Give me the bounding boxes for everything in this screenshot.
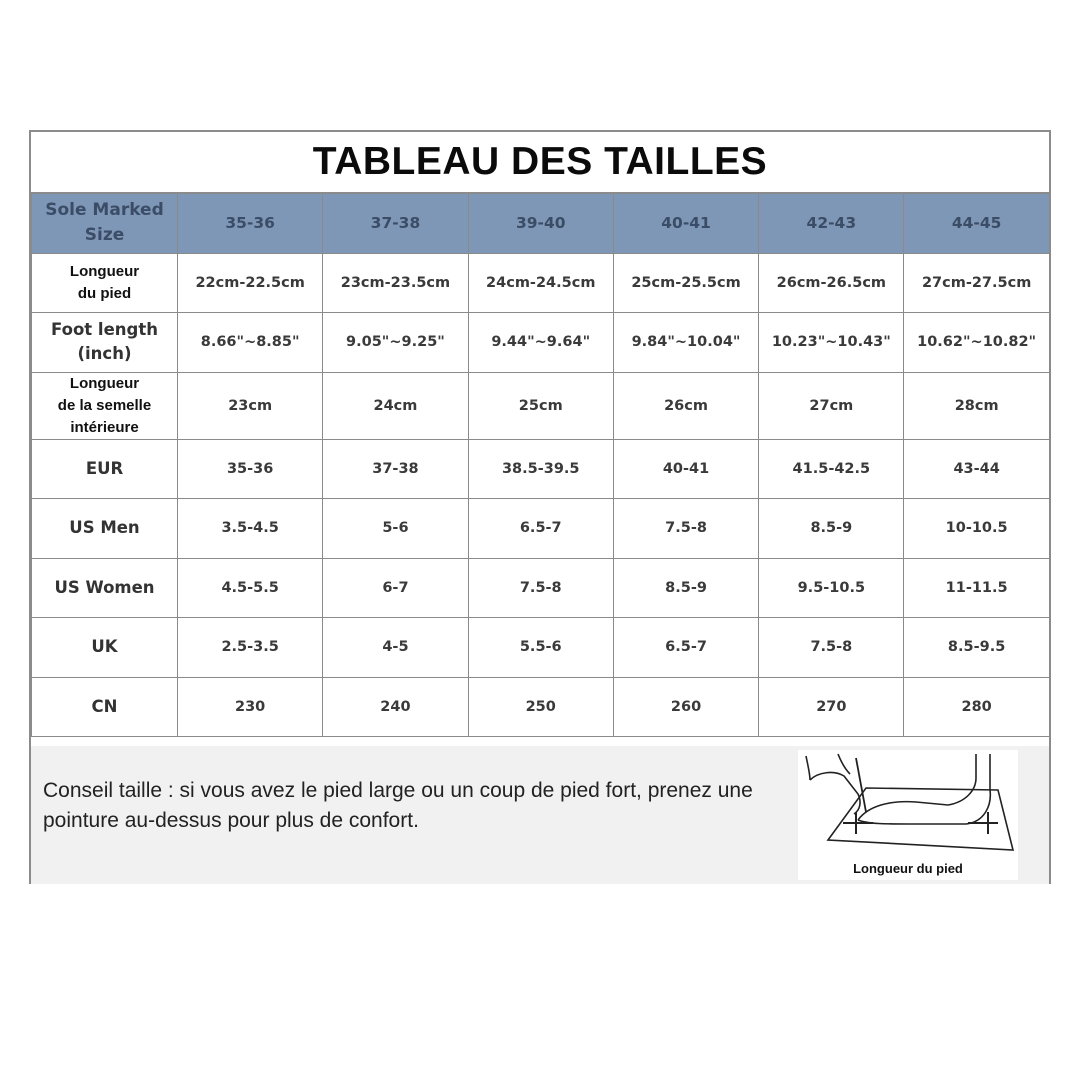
header-label: Sole Marked Size [32,194,178,254]
table-cell: 10.23"~10.43" [759,313,904,373]
table-cell: 23cm [178,372,323,439]
table-cell: 11-11.5 [904,558,1049,618]
table-cell: 9.44"~9.64" [468,313,613,373]
table-cell: 3.5-4.5 [178,499,323,559]
sizing-advice-text: Conseil taille : si vous avez le pied large ou un coup de pied fort, prenez une pointure au-dessus pour plus de confort. [43,779,753,832]
table-cell: 270 [759,677,904,737]
table-cell: 9.84"~10.04" [613,313,758,373]
table-cell: 26cm-26.5cm [759,253,904,313]
table-cell: 23cm-23.5cm [323,253,468,313]
chart-title: TABLEAU DES TAILLES [31,132,1049,194]
header-cell: 44-45 [904,194,1049,254]
table-cell: 9.05"~9.25" [323,313,468,373]
row-label: CN [32,677,178,737]
foot-measure-illustration [798,750,1018,880]
table-cell: 4.5-5.5 [178,558,323,618]
size-table [31,193,1050,737]
table-cell: 28cm [904,372,1049,439]
table-cell: 230 [178,677,323,737]
table-cell: 25cm-25.5cm [613,253,758,313]
header-cell: 42-43 [759,194,904,254]
table-cell: 4-5 [323,618,468,678]
row-label: Longueur de la semelle intérieure [32,372,178,439]
table-row [32,558,1050,618]
table-cell: 6.5-7 [468,499,613,559]
size-chart [29,130,1051,884]
table-cell: 6.5-7 [613,618,758,678]
table-row [32,618,1050,678]
foot-measuring-icon [798,750,1018,860]
table-cell: 250 [468,677,613,737]
table-cell: 37-38 [323,439,468,499]
table-cell: 22cm-22.5cm [178,253,323,313]
table-row [32,313,1050,373]
advice-footer [31,746,1049,884]
row-label: US Women [32,558,178,618]
table-cell: 7.5-8 [759,618,904,678]
table-cell: 38.5-39.5 [468,439,613,499]
table-row [32,253,1050,313]
table-cell: 24cm-24.5cm [468,253,613,313]
table-cell: 7.5-8 [613,499,758,559]
table-row [32,439,1050,499]
table-cell: 280 [904,677,1049,737]
table-cell: 8.5-9 [759,499,904,559]
illustration-caption: Longueur du pied [853,861,963,876]
row-label: UK [32,618,178,678]
table-cell: 9.5-10.5 [759,558,904,618]
table-cell: 5.5-6 [468,618,613,678]
table-cell: 27cm-27.5cm [904,253,1049,313]
header-cell: 40-41 [613,194,758,254]
table-cell: 10-10.5 [904,499,1049,559]
table-cell: 26cm [613,372,758,439]
row-label: Longueur du pied [32,253,178,313]
table-cell: 43-44 [904,439,1049,499]
table-cell: 5-6 [323,499,468,559]
row-label: US Men [32,499,178,559]
table-cell: 240 [323,677,468,737]
row-label: Foot length (inch) [32,313,178,373]
table-cell: 41.5-42.5 [759,439,904,499]
table-cell: 8.5-9.5 [904,618,1049,678]
table-header-row [32,194,1050,254]
table-cell: 2.5-3.5 [178,618,323,678]
table-cell: 24cm [323,372,468,439]
table-cell: 35-36 [178,439,323,499]
table-cell: 260 [613,677,758,737]
table-cell: 8.66"~8.85" [178,313,323,373]
table-cell: 25cm [468,372,613,439]
header-cell: 39-40 [468,194,613,254]
table-cell: 8.5-9 [613,558,758,618]
row-label: EUR [32,439,178,499]
table-row [32,372,1050,439]
table-cell: 10.62"~10.82" [904,313,1049,373]
header-cell: 35-36 [178,194,323,254]
table-cell: 27cm [759,372,904,439]
table-cell: 6-7 [323,558,468,618]
table-row [32,499,1050,559]
table-cell: 7.5-8 [468,558,613,618]
table-cell: 40-41 [613,439,758,499]
table-row [32,677,1050,737]
header-cell: 37-38 [323,194,468,254]
